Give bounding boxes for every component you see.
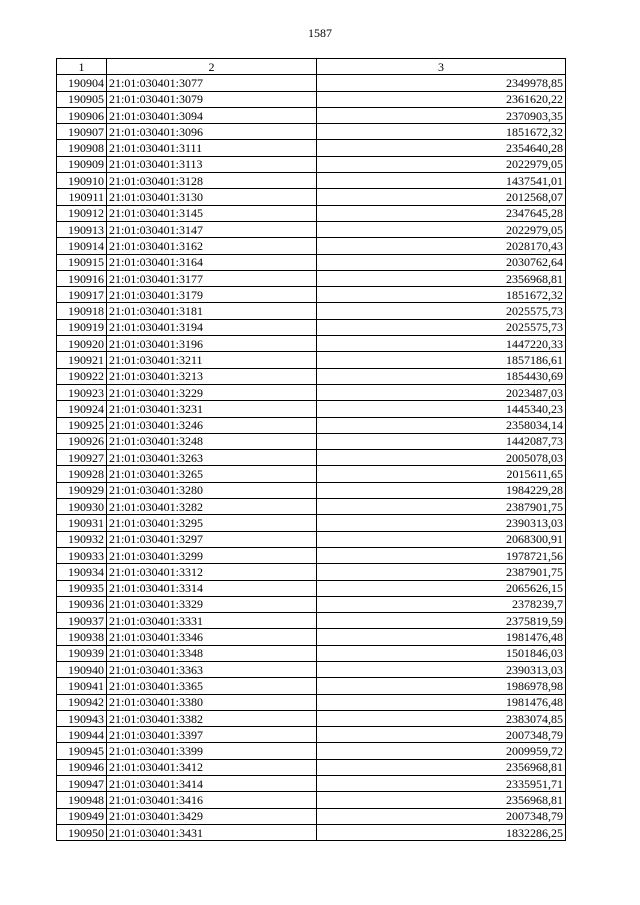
column-header-2: 2: [107, 59, 317, 75]
cadastral-value-cell: 2356968,81: [317, 759, 566, 775]
cadastral-value-cell: 2028170,43: [317, 238, 566, 254]
cadastral-value-cell: 1445340,23: [317, 401, 566, 417]
cadastral-value-cell: 2370903,35: [317, 107, 566, 123]
row-number-cell: 190908: [57, 140, 107, 156]
cadastral-number-cell: 21:01:030401:3179: [107, 287, 317, 303]
cadastral-number-cell: 21:01:030401:3130: [107, 189, 317, 205]
cadastral-value-cell: 2005078,03: [317, 450, 566, 466]
table-row: [57, 547, 566, 563]
row-number-cell: 190906: [57, 107, 107, 123]
cadastral-number-cell: 21:01:030401:3246: [107, 417, 317, 433]
cadastral-number-cell: 21:01:030401:3297: [107, 531, 317, 547]
row-number-cell: 190905: [57, 91, 107, 107]
table-body: [57, 75, 566, 841]
cadastral-number-cell: 21:01:030401:3365: [107, 678, 317, 694]
table-row: [57, 661, 566, 677]
cadastral-number-cell: 21:01:030401:3382: [107, 710, 317, 726]
row-number-cell: 190941: [57, 678, 107, 694]
table-row: [57, 156, 566, 172]
table-row: [57, 287, 566, 303]
cadastral-number-cell: 21:01:030401:3348: [107, 645, 317, 661]
row-number-cell: 190948: [57, 792, 107, 808]
cadastral-number-cell: 21:01:030401:3282: [107, 499, 317, 515]
column-header-3: 3: [317, 59, 566, 75]
cadastral-value-cell: 2390313,03: [317, 515, 566, 531]
table-row: [57, 450, 566, 466]
table-row: [57, 499, 566, 515]
cadastral-value-cell: 1832286,25: [317, 824, 566, 840]
page-number: 1587: [308, 26, 332, 40]
cadastral-number-cell: 21:01:030401:3397: [107, 727, 317, 743]
cadastral-number-cell: 21:01:030401:3295: [107, 515, 317, 531]
cadastral-value-cell: 2354640,28: [317, 140, 566, 156]
row-number-cell: 190938: [57, 629, 107, 645]
cadastral-number-cell: 21:01:030401:3111: [107, 140, 317, 156]
cadastral-number-cell: 21:01:030401:3196: [107, 336, 317, 352]
cadastral-number-cell: 21:01:030401:3231: [107, 401, 317, 417]
cadastral-value-cell: 2022979,05: [317, 156, 566, 172]
row-number-cell: 190943: [57, 710, 107, 726]
cadastral-value-cell: 2378239,7: [317, 596, 566, 612]
cadastral-number-cell: 21:01:030401:3429: [107, 808, 317, 824]
row-number-cell: 190940: [57, 661, 107, 677]
cadastral-value-cell: 2356968,81: [317, 792, 566, 808]
cadastral-number-cell: 21:01:030401:3181: [107, 303, 317, 319]
cadastral-value-cell: 2387901,75: [317, 499, 566, 515]
table-row: [57, 759, 566, 775]
table-row: [57, 107, 566, 123]
table-row: [57, 270, 566, 286]
cadastral-value-cell: 1978721,56: [317, 547, 566, 563]
row-number-cell: 190919: [57, 319, 107, 335]
table-row: [57, 808, 566, 824]
cadastral-number-cell: 21:01:030401:3128: [107, 173, 317, 189]
table-row: [57, 173, 566, 189]
cadastral-value-cell: 2015611,65: [317, 466, 566, 482]
row-number-cell: 190929: [57, 482, 107, 498]
cadastral-number-cell: 21:01:030401:3094: [107, 107, 317, 123]
cadastral-value-cell: 2347645,28: [317, 205, 566, 221]
cadastral-number-cell: 21:01:030401:3399: [107, 743, 317, 759]
cadastral-value-cell: 1984229,28: [317, 482, 566, 498]
row-number-cell: 190934: [57, 564, 107, 580]
row-number-cell: 190928: [57, 466, 107, 482]
cadastral-number-cell: 21:01:030401:3299: [107, 547, 317, 563]
cadastral-value-cell: 2025575,73: [317, 303, 566, 319]
cadastral-value-cell: 2335951,71: [317, 776, 566, 792]
row-number-cell: 190917: [57, 287, 107, 303]
cadastral-number-cell: 21:01:030401:3162: [107, 238, 317, 254]
cadastral-value-cell: 2375819,59: [317, 613, 566, 629]
cadastral-value-table: [56, 58, 566, 841]
cadastral-value-cell: 2030762,64: [317, 254, 566, 270]
table-header-row: [57, 59, 566, 75]
cadastral-value-cell: 2387901,75: [317, 564, 566, 580]
row-number-cell: 190946: [57, 759, 107, 775]
cadastral-number-cell: 21:01:030401:3329: [107, 596, 317, 612]
cadastral-value-cell: 1442087,73: [317, 433, 566, 449]
cadastral-number-cell: 21:01:030401:3346: [107, 629, 317, 645]
cadastral-number-cell: 21:01:030401:3079: [107, 91, 317, 107]
cadastral-value-cell: 2361620,22: [317, 91, 566, 107]
cadastral-value-cell: 1447220,33: [317, 336, 566, 352]
row-number-cell: 190907: [57, 124, 107, 140]
column-header-1: 1: [57, 59, 107, 75]
cadastral-number-cell: 21:01:030401:3265: [107, 466, 317, 482]
table-row: [57, 515, 566, 531]
cadastral-value-cell: 1851672,32: [317, 287, 566, 303]
table-row: [57, 482, 566, 498]
row-number-cell: 190945: [57, 743, 107, 759]
cadastral-value-cell: 1854430,69: [317, 368, 566, 384]
cadastral-number-cell: 21:01:030401:3229: [107, 384, 317, 400]
row-number-cell: 190947: [57, 776, 107, 792]
cadastral-value-cell: 1981476,48: [317, 629, 566, 645]
row-number-cell: 190935: [57, 580, 107, 596]
row-number-cell: 190911: [57, 189, 107, 205]
cadastral-number-cell: 21:01:030401:3412: [107, 759, 317, 775]
cadastral-number-cell: 21:01:030401:3145: [107, 205, 317, 221]
table-row: [57, 727, 566, 743]
cadastral-number-cell: 21:01:030401:3280: [107, 482, 317, 498]
cadastral-value-cell: 2007348,79: [317, 727, 566, 743]
row-number-cell: 190912: [57, 205, 107, 221]
row-number-cell: 190909: [57, 156, 107, 172]
table-row: [57, 205, 566, 221]
row-number-cell: 190925: [57, 417, 107, 433]
row-number-cell: 190915: [57, 254, 107, 270]
table-row: [57, 564, 566, 580]
row-number-cell: 190910: [57, 173, 107, 189]
table-header: [57, 59, 566, 75]
row-number-cell: 190926: [57, 433, 107, 449]
cadastral-number-cell: 21:01:030401:3414: [107, 776, 317, 792]
cadastral-value-cell: 2390313,03: [317, 661, 566, 677]
cadastral-value-cell: 1851672,32: [317, 124, 566, 140]
row-number-cell: 190916: [57, 270, 107, 286]
cadastral-number-cell: 21:01:030401:3211: [107, 352, 317, 368]
row-number-cell: 190924: [57, 401, 107, 417]
row-number-cell: 190920: [57, 336, 107, 352]
row-number-cell: 190904: [57, 75, 107, 91]
table-row: [57, 124, 566, 140]
table-row: [57, 743, 566, 759]
cadastral-value-cell: 2065626,15: [317, 580, 566, 596]
cadastral-number-cell: 21:01:030401:3314: [107, 580, 317, 596]
cadastral-value-cell: 1437541,01: [317, 173, 566, 189]
table-row: [57, 596, 566, 612]
row-number-cell: 190937: [57, 613, 107, 629]
row-number-cell: 190927: [57, 450, 107, 466]
cadastral-value-cell: 2007348,79: [317, 808, 566, 824]
cadastral-value-cell: 1986978,98: [317, 678, 566, 694]
cadastral-number-cell: 21:01:030401:3213: [107, 368, 317, 384]
table-row: [57, 221, 566, 237]
table-row: [57, 776, 566, 792]
row-number-cell: 190914: [57, 238, 107, 254]
table-row: [57, 91, 566, 107]
cadastral-value-cell: 2022979,05: [317, 221, 566, 237]
table-row: [57, 140, 566, 156]
cadastral-value-cell: 1501846,03: [317, 645, 566, 661]
table-row: [57, 531, 566, 547]
table-row: [57, 792, 566, 808]
cadastral-number-cell: 21:01:030401:3113: [107, 156, 317, 172]
cadastral-number-cell: 21:01:030401:3331: [107, 613, 317, 629]
row-number-cell: 190949: [57, 808, 107, 824]
table-row: [57, 189, 566, 205]
row-number-cell: 190950: [57, 824, 107, 840]
cadastral-number-cell: 21:01:030401:3363: [107, 661, 317, 677]
cadastral-value-cell: 2025575,73: [317, 319, 566, 335]
cadastral-value-cell: 1981476,48: [317, 694, 566, 710]
cadastral-number-cell: 21:01:030401:3194: [107, 319, 317, 335]
row-number-cell: 190913: [57, 221, 107, 237]
table-row: [57, 433, 566, 449]
table-row: [57, 238, 566, 254]
row-number-cell: 190918: [57, 303, 107, 319]
table-row: [57, 645, 566, 661]
cadastral-number-cell: 21:01:030401:3096: [107, 124, 317, 140]
cadastral-number-cell: 21:01:030401:3147: [107, 221, 317, 237]
cadastral-value-cell: 2349978,85: [317, 75, 566, 91]
row-number-cell: 190942: [57, 694, 107, 710]
cadastral-number-cell: 21:01:030401:3248: [107, 433, 317, 449]
table-row: [57, 336, 566, 352]
cadastral-value-cell: 2383074,85: [317, 710, 566, 726]
table-row: [57, 368, 566, 384]
row-number-cell: 190944: [57, 727, 107, 743]
cadastral-number-cell: 21:01:030401:3164: [107, 254, 317, 270]
cadastral-number-cell: 21:01:030401:3380: [107, 694, 317, 710]
row-number-cell: 190930: [57, 499, 107, 515]
row-number-cell: 190931: [57, 515, 107, 531]
row-number-cell: 190936: [57, 596, 107, 612]
cadastral-number-cell: 21:01:030401:3077: [107, 75, 317, 91]
table-row: [57, 678, 566, 694]
table-row: [57, 319, 566, 335]
row-number-cell: 190921: [57, 352, 107, 368]
table-row: [57, 75, 566, 91]
table-row: [57, 352, 566, 368]
cadastral-number-cell: 21:01:030401:3177: [107, 270, 317, 286]
cadastral-value-cell: 2023487,03: [317, 384, 566, 400]
cadastral-number-cell: 21:01:030401:3312: [107, 564, 317, 580]
cadastral-value-cell: 2356968,81: [317, 270, 566, 286]
table-row: [57, 580, 566, 596]
row-number-cell: 190923: [57, 384, 107, 400]
cadastral-value-cell: 1857186,61: [317, 352, 566, 368]
table-row: [57, 694, 566, 710]
row-number-cell: 190922: [57, 368, 107, 384]
cadastral-value-cell: 2358034,14: [317, 417, 566, 433]
table-row: [57, 254, 566, 270]
table-row: [57, 401, 566, 417]
cadastral-number-cell: 21:01:030401:3263: [107, 450, 317, 466]
table-row: [57, 629, 566, 645]
row-number-cell: 190939: [57, 645, 107, 661]
cadastral-value-cell: 2009959,72: [317, 743, 566, 759]
table-row: [57, 824, 566, 840]
table-row: [57, 303, 566, 319]
table-row: [57, 384, 566, 400]
cadastral-value-cell: 2068300,91: [317, 531, 566, 547]
row-number-cell: 190932: [57, 531, 107, 547]
table-row: [57, 417, 566, 433]
cadastral-number-cell: 21:01:030401:3431: [107, 824, 317, 840]
table-row: [57, 466, 566, 482]
table-row: [57, 613, 566, 629]
table-row: [57, 710, 566, 726]
row-number-cell: 190933: [57, 547, 107, 563]
cadastral-number-cell: 21:01:030401:3416: [107, 792, 317, 808]
cadastral-value-cell: 2012568,07: [317, 189, 566, 205]
